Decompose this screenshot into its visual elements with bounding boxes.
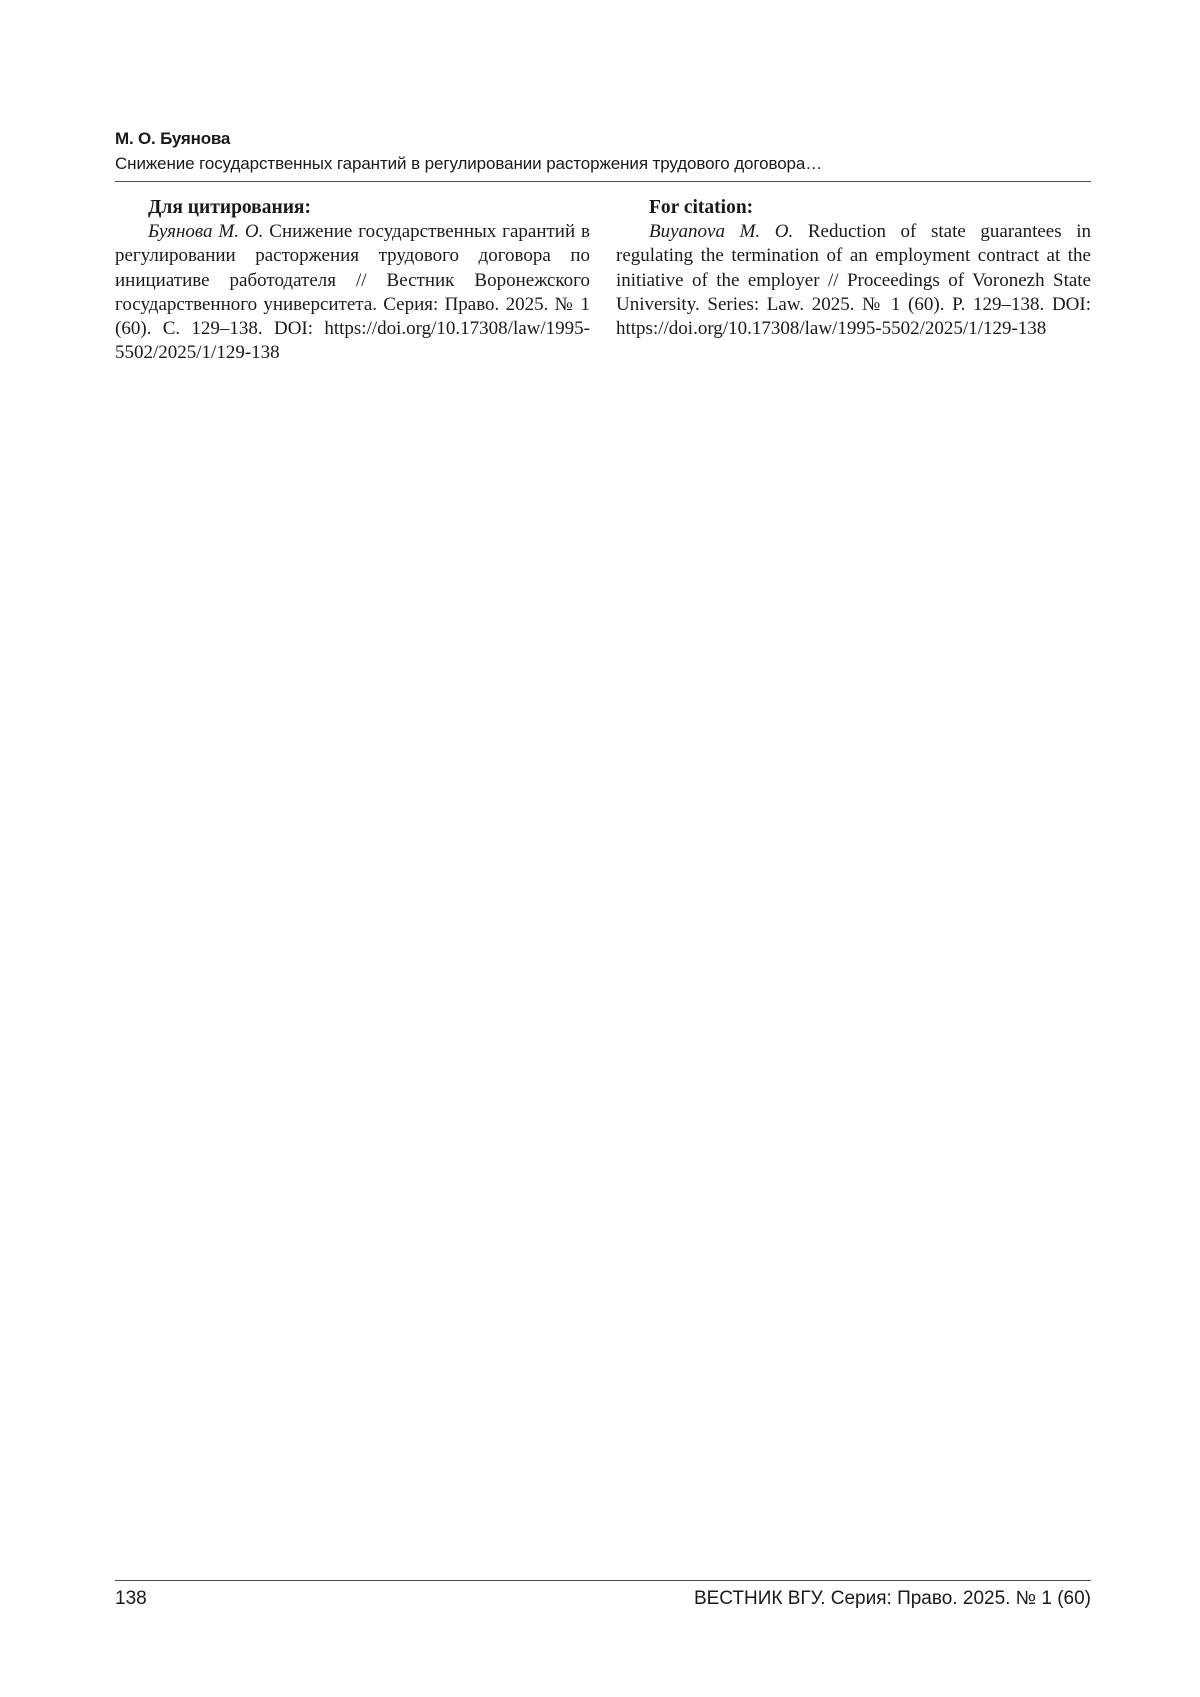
running-footer — [115, 1587, 1091, 1611]
citation-author-ru: Буянова М. О. — [148, 221, 264, 242]
citation-heading-ru: Для цитирования: — [148, 197, 311, 218]
header-divider — [115, 181, 1091, 182]
citation-column-en — [616, 196, 1091, 341]
header-author: М. О. Буянова — [115, 129, 231, 148]
running-header — [115, 128, 1091, 176]
header-article-title: Снижение государственных гарантий в регулировании расторжения трудового договора… — [115, 154, 823, 173]
citation-text-en: Reduction of state guarantees in regulating the termination of an employment contract at the initiative of the employer // Proceedings of Voronezh State University. Series: Law. 2025. № 1 (60). P. 129–138. DOI: https://doi.org/10.17308/law/1995-5502/2025/1/129-138 — [616, 221, 1091, 340]
citation-author-en: Buyanova M. O. — [649, 221, 794, 242]
citation-body-ru — [115, 220, 590, 366]
citation-column-ru — [115, 196, 590, 366]
citation-body-en — [616, 220, 1091, 341]
footer-divider — [115, 1580, 1091, 1581]
citation-heading-en: For citation: — [649, 197, 754, 218]
journal-name: ВЕСТНИК ВГУ. Серия: Право. 2025. № 1 (60) — [693, 1588, 1091, 1609]
citation-text-ru: Снижение государственных гарантий в регулировании расторжения трудового договора по инициативе работодателя // Вестник Воронежского государственного университета. Серия: Право. 2025. № 1 (60). С. 129–138. DOI: https://doi.org/10.17308/law/1995-5502/2025/1/129-138 — [115, 221, 591, 364]
page-number: 138 — [115, 1588, 147, 1609]
